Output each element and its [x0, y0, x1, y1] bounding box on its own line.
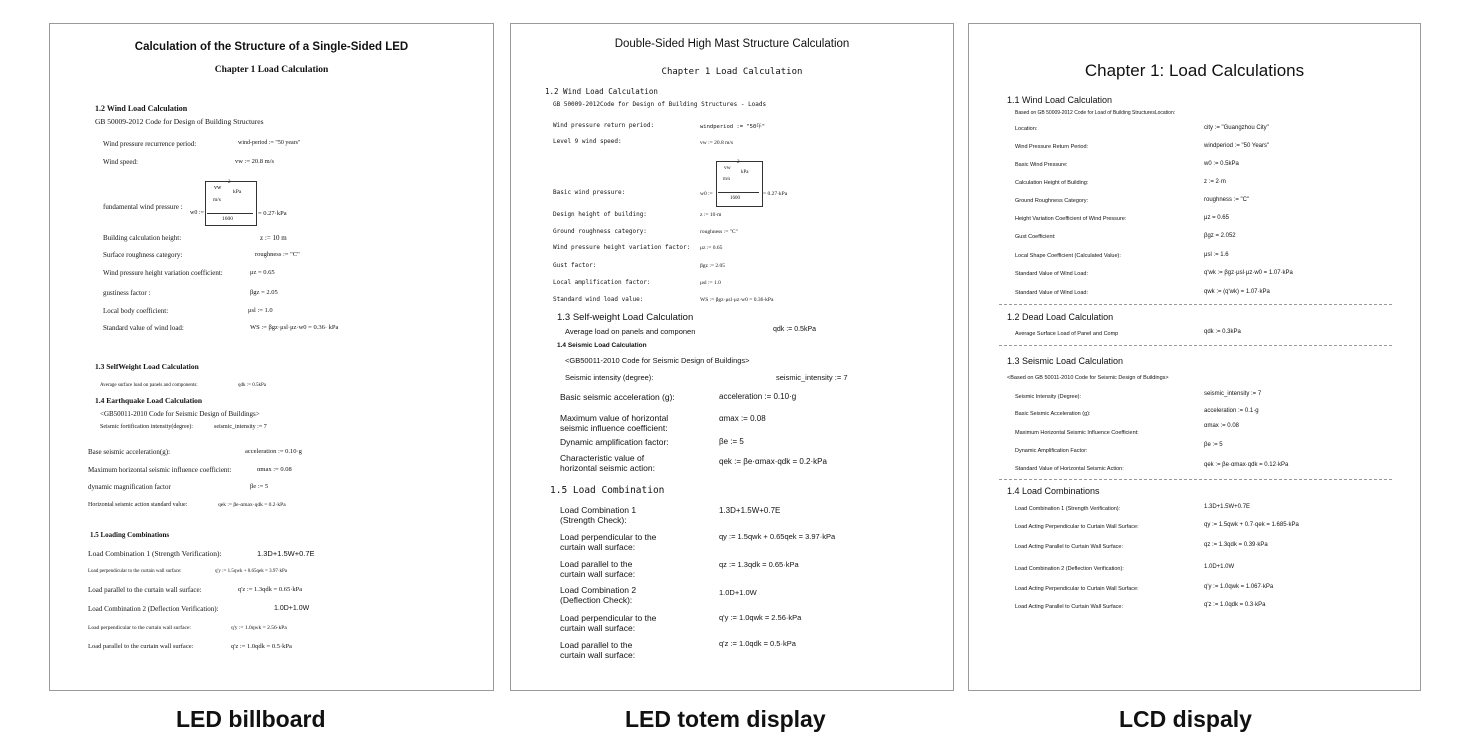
- row-label: Load perpendicular to the: [560, 613, 657, 623]
- chapter-heading: Chapter 1 Load Calculation: [661, 67, 803, 77]
- row-value: qy := 1.5qwk + 0.65qek = 3.97·kPa: [719, 532, 836, 541]
- row-label: Local body coefficient:: [103, 307, 169, 315]
- row-value: αmax := 0.08: [719, 414, 766, 423]
- row-label: Maximum horizontal seismic influence coefficient:: [88, 466, 232, 474]
- page-title: Double-Sided High Mast Structure Calculation: [614, 38, 850, 50]
- row-value: μz := 0.65: [700, 245, 723, 251]
- row-label: Standard Value of Wind Load:: [1015, 290, 1088, 296]
- row-label-line2: curtain wall surface:: [560, 623, 636, 633]
- row-label: dynamic magnification factor: [88, 483, 171, 491]
- row-label: Ground Roughness Category:: [1015, 198, 1089, 204]
- row-label: Wind pressure height variation factor:: [553, 244, 691, 251]
- row-label: Seismic fortification intensity(degree):: [100, 424, 193, 430]
- row-value: z := 10 m: [260, 234, 287, 242]
- row-label: Local amplification factor:: [553, 279, 651, 286]
- row-value: qek := βe·αmax·qdk = 0.2·kPa: [218, 502, 286, 508]
- page-title: Chapter 1: Load Calculations: [1084, 61, 1305, 80]
- row-value: 1.0D+1.0W: [274, 605, 310, 612]
- formula-vw: vw: [724, 165, 731, 171]
- section-heading: 1.4 Load Combinations: [1007, 486, 1100, 496]
- row-value: seismic_intensity := 7: [214, 424, 267, 430]
- row-label: Characteristic value of: [560, 453, 645, 463]
- code-reference: Based on GB 50009-2012 Code for Load of Building StructuresLocation:: [1015, 110, 1176, 116]
- row-value: q'z := 1.0qdk = 0.5·kPa: [231, 643, 292, 650]
- row-value: qy := 1.5qwk + 0.7·qek = 1.685·kPa: [1204, 522, 1299, 528]
- row-value: acceleration := 0.1·g: [1204, 408, 1259, 414]
- row-value: = 0.27·kPa: [763, 191, 788, 197]
- row-label: Load Combination 1 (Strength Verification):: [1015, 506, 1121, 512]
- row-value: βgz := 2.05: [700, 263, 725, 269]
- row-label: Seismic intensity (degree):: [565, 373, 654, 382]
- row-value: w0 := 0.5kPa: [1204, 161, 1239, 167]
- row-value: WS := βgz·μsl·μz·w0 = 0.36·kPa: [700, 297, 774, 303]
- row-value: 1.3D+1.5W+0.7E: [1204, 504, 1251, 510]
- row-value: βgz = 2.05: [250, 289, 278, 296]
- row-value: city := "Guangzhou City": [1204, 125, 1269, 131]
- chapter-heading: Chapter 1 Load Calculation: [214, 65, 329, 75]
- row-label: Ground roughness category:: [553, 228, 647, 235]
- row-value: q'y := 1.5qwk + 0.65qek = 3.97·kPa: [215, 569, 287, 574]
- row-label-line2: curtain wall surface:: [560, 569, 636, 579]
- formula-denominator: 1600: [730, 196, 740, 201]
- row-value: μsl := 1.6: [1204, 252, 1229, 258]
- row-label: Load Acting Perpendicular to Curtain Wall Surface:: [1015, 524, 1139, 530]
- row-label: Average load on panels and componen: [565, 327, 696, 336]
- section-heading: 1.4 Seismic Load Calculation: [557, 342, 647, 349]
- row-label: Average Surface Load of Panel and Comp: [1015, 331, 1119, 337]
- row-label: Wind speed:: [103, 158, 138, 166]
- section-divider: [999, 304, 1392, 305]
- row-label: Average surface load on panels and components:: [100, 383, 198, 388]
- formula-lhs: w0 :=: [190, 210, 204, 216]
- row-label: Basic seismic acceleration (g):: [560, 392, 675, 402]
- row-value: 1.3D+1.5W+0.7E: [257, 549, 315, 558]
- row-label: Basic Wind Pressure:: [1015, 162, 1068, 168]
- row-label: Dynamic Amplification Factor:: [1015, 448, 1088, 454]
- row-value: βe := 5: [1204, 442, 1223, 448]
- row-label: Load Combination 2 (Deflection Verification):: [88, 605, 219, 613]
- row-label: Wind pressure recurrence period:: [103, 140, 197, 148]
- row-value: wind-period := "50 years": [238, 140, 301, 146]
- document-page-lcd-display: [968, 23, 1421, 691]
- row-value: qdk := 0.5kPa: [773, 326, 817, 333]
- row-value: roughness := "C": [255, 251, 300, 258]
- row-value: q'z := 1.3qdk = 0.65·kPa: [238, 586, 303, 593]
- row-value: qz := 1.3qdk = 0.39·kPa: [1204, 542, 1268, 548]
- section-heading: 1.2 Wind Load Calculation: [545, 87, 658, 96]
- row-value: αmax := 0.08: [1204, 423, 1239, 429]
- section-heading: 1.3 Self-weight Load Calculation: [557, 312, 694, 323]
- row-value: z := 10·m: [700, 212, 722, 218]
- row-label: Wind Pressure Return Period:: [1015, 144, 1089, 150]
- row-label: Maximum Horizontal Seismic Influence Coefficient:: [1015, 430, 1139, 436]
- formula-kpa: kPa: [741, 170, 749, 175]
- row-label: Load parallel to the curtain wall surface:: [88, 643, 194, 650]
- row-value: qek := βe·αmax·qdk = 0.2·kPa: [719, 457, 827, 466]
- row-label: Load Combination 1 (Strength Verification):: [88, 549, 222, 558]
- formula-vw: vw: [214, 185, 222, 191]
- row-value: qdk := 0.5kPa: [238, 383, 266, 388]
- row-label-line2: (Deflection Check):: [560, 595, 633, 605]
- row-value: βgz = 2.052: [1204, 233, 1236, 239]
- row-label: Basic wind pressure:: [553, 189, 626, 196]
- formula-exponent: 2: [737, 160, 740, 165]
- row-label: fundamental wind pressure :: [103, 203, 183, 211]
- code-reference: <GB50011-2010 Code for Seismic Design of Buildings>: [100, 410, 260, 418]
- row-label: Standard value of wind load:: [103, 324, 184, 332]
- row-label-line2: curtain wall surface:: [560, 650, 636, 660]
- fraction-bar: [207, 213, 253, 214]
- row-value: roughness := "C": [700, 229, 738, 235]
- row-value: μz = 0.65: [1204, 215, 1229, 221]
- row-value: q'y := 1.0qwk = 1.067·kPa: [1204, 584, 1274, 590]
- row-label: Location:: [1015, 126, 1038, 132]
- row-value: βe := 5: [250, 483, 269, 490]
- section-heading: 1.2 Dead Load Calculation: [1007, 312, 1114, 322]
- row-label-line2: horizontal seismic action:: [560, 463, 655, 473]
- row-label: Horizontal seismic action standard value:: [88, 502, 188, 508]
- row-value: windperiod := "50年": [700, 124, 766, 130]
- row-label: Load Combination 1: [560, 505, 637, 515]
- section-heading: 1.3 Seismic Load Calculation: [1007, 356, 1124, 366]
- formula-lhs: w0 :=: [700, 191, 713, 197]
- row-value: αmax := 0.08: [257, 466, 292, 473]
- row-label: Load Acting Parallel to Curtain Wall Surface:: [1015, 544, 1124, 550]
- section-heading: 1.5 Loading Combinations: [90, 531, 170, 539]
- row-value: acceleration := 0.10·g: [245, 448, 302, 455]
- caption-led-billboard: LED billboard: [176, 706, 326, 732]
- row-value: z := 2·m: [1204, 179, 1226, 185]
- row-label: Wind pressure return period:: [553, 122, 655, 129]
- formula-unit: m/s: [723, 177, 731, 182]
- row-label: Load Combination 2 (Deflection Verification):: [1015, 566, 1124, 572]
- row-label: Load Acting Parallel to Curtain Wall Surface:: [1015, 604, 1124, 610]
- row-label: Gust factor:: [553, 262, 597, 269]
- row-value: vw := 20.8 m/s: [700, 140, 734, 146]
- row-value: qwk := (q'wk) = 1.07·kPa: [1204, 289, 1270, 295]
- row-label: Dynamic amplification factor:: [560, 437, 669, 447]
- formula-unit: m/s: [213, 197, 221, 203]
- row-value: qdk := 0.3kPa: [1204, 329, 1241, 335]
- row-value: μz = 0.65: [250, 269, 275, 276]
- row-label: Load Combination 2: [560, 585, 637, 595]
- row-value: q'z := 1.0qdk = 0.3·kPa: [1204, 602, 1266, 608]
- row-label: Calculation Height of Building:: [1015, 180, 1089, 186]
- row-label: Load perpendicular to the curtain wall surface:: [88, 569, 182, 574]
- row-label: Load parallel to the: [560, 640, 633, 650]
- section-heading: 1.2 Wind Load Calculation: [95, 104, 188, 113]
- row-value: acceleration := 0.10·g: [719, 392, 797, 401]
- row-label: Maximum value of horizontal: [560, 413, 669, 423]
- row-label-line2: seismic influence coefficient:: [560, 423, 668, 433]
- row-value: 1.0D+1.0W: [719, 588, 757, 597]
- row-label: Gust Coefficient:: [1015, 234, 1056, 240]
- document-page-led-billboard: [49, 23, 494, 691]
- formula-denominator: 1600: [222, 216, 233, 222]
- row-label: Local Shape Coefficient (Calculated Value):: [1015, 253, 1121, 259]
- row-label: Standard Value of Wind Load:: [1015, 271, 1088, 277]
- row-value: βe := 5: [719, 437, 744, 446]
- row-value: 1.0D+1.0W: [1204, 564, 1235, 570]
- caption-lcd-display: LCD dispaly: [1119, 706, 1252, 732]
- row-label: Load Acting Perpendicular to Curtain Wall Surface:: [1015, 586, 1139, 592]
- row-label: Building calculation height:: [103, 234, 182, 242]
- row-label: Base seismic acceleration(g):: [88, 448, 171, 456]
- row-label: Seismic Intensity (Degree):: [1015, 394, 1082, 400]
- row-value: μsl := 1.0: [248, 307, 273, 314]
- row-value: q'y := 1.0qwk = 2.56·kPa: [231, 625, 287, 631]
- row-label: Design height of building:: [553, 211, 647, 218]
- section-heading: 1.5 Load Combination: [550, 485, 665, 496]
- row-value: seismic_intensity := 7: [776, 373, 848, 382]
- row-value: WS := βgz·μsl·μz·w0 = 0.36· kPa: [250, 324, 339, 331]
- document-page-led-totem: [510, 23, 954, 691]
- row-label: Wind pressure height variation coefficient:: [103, 269, 223, 277]
- code-reference: <Based on GB 50011-2010 Code for Seismic Design of Buildings>: [1007, 375, 1169, 381]
- row-value: q'y := 1.0qwk = 2.56·kPa: [719, 613, 802, 622]
- section-divider: [999, 345, 1392, 346]
- row-value: = 0.27·kPa: [258, 210, 287, 217]
- section-heading: 1.3 SelfWeight Load Calculation: [95, 362, 199, 371]
- row-label: Level 9 wind speed:: [553, 138, 622, 145]
- fraction-bar: [718, 192, 759, 193]
- caption-led-totem-display: LED totem display: [625, 706, 826, 732]
- row-label: Height Variation Coefficient of Wind Pressure:: [1015, 216, 1127, 222]
- code-reference: GB 50009-2012Code for Design of Building Structures - Loads: [553, 101, 767, 108]
- row-value: q'wk := βgz·μsl·μz·w0 = 1.07·kPa: [1204, 270, 1293, 276]
- section-divider: [999, 479, 1392, 480]
- row-label: Load perpendicular to the curtain wall surface:: [88, 625, 191, 631]
- row-label-line2: (Strength Check):: [560, 515, 627, 525]
- row-label: gustiness factor :: [103, 289, 151, 297]
- row-value: windperiod := "50 Years": [1204, 143, 1270, 149]
- row-label: Load parallel to the curtain wall surface:: [88, 586, 202, 594]
- row-value: seismic_intensity := 7: [1204, 391, 1262, 397]
- formula-kpa: kPa: [233, 189, 242, 195]
- row-value: qek := βe·αmax·qdk = 0.12·kPa: [1204, 462, 1289, 468]
- row-label: Basic Seismic Acceleration (g):: [1015, 411, 1091, 417]
- formula-exponent: 2: [228, 180, 231, 185]
- row-value: vw := 20.8 m/s: [235, 158, 275, 165]
- page-title: Calculation of the Structure of a Single-Sided LED: [134, 41, 409, 53]
- row-value: roughness := "C": [1204, 197, 1250, 203]
- row-label: Load perpendicular to the: [560, 532, 657, 542]
- row-value: μsl := 1.0: [700, 280, 721, 286]
- code-reference: GB 50009-2012 Code for Design of Building Structures: [95, 117, 264, 126]
- section-heading: 1.1 Wind Load Calculation: [1007, 95, 1113, 105]
- row-label-line2: curtain wall surface:: [560, 542, 636, 552]
- row-label: Surface roughness category:: [103, 251, 183, 259]
- row-label: Standard wind load value:: [553, 296, 644, 303]
- row-label: Standard Value of Horizontal Seismic Action:: [1015, 466, 1124, 472]
- section-heading: 1.4 Earthquake Load Calculation: [95, 396, 203, 405]
- code-reference: <GB50011-2010 Code for Seismic Design of Buildings>: [565, 356, 750, 365]
- row-value: q'z := 1.0qdk = 0.5·kPa: [719, 639, 796, 648]
- row-label: Load parallel to the: [560, 559, 633, 569]
- row-value: 1.3D+1.5W+0.7E: [719, 506, 781, 515]
- row-value: qz := 1.3qdk = 0.65·kPa: [719, 560, 799, 569]
